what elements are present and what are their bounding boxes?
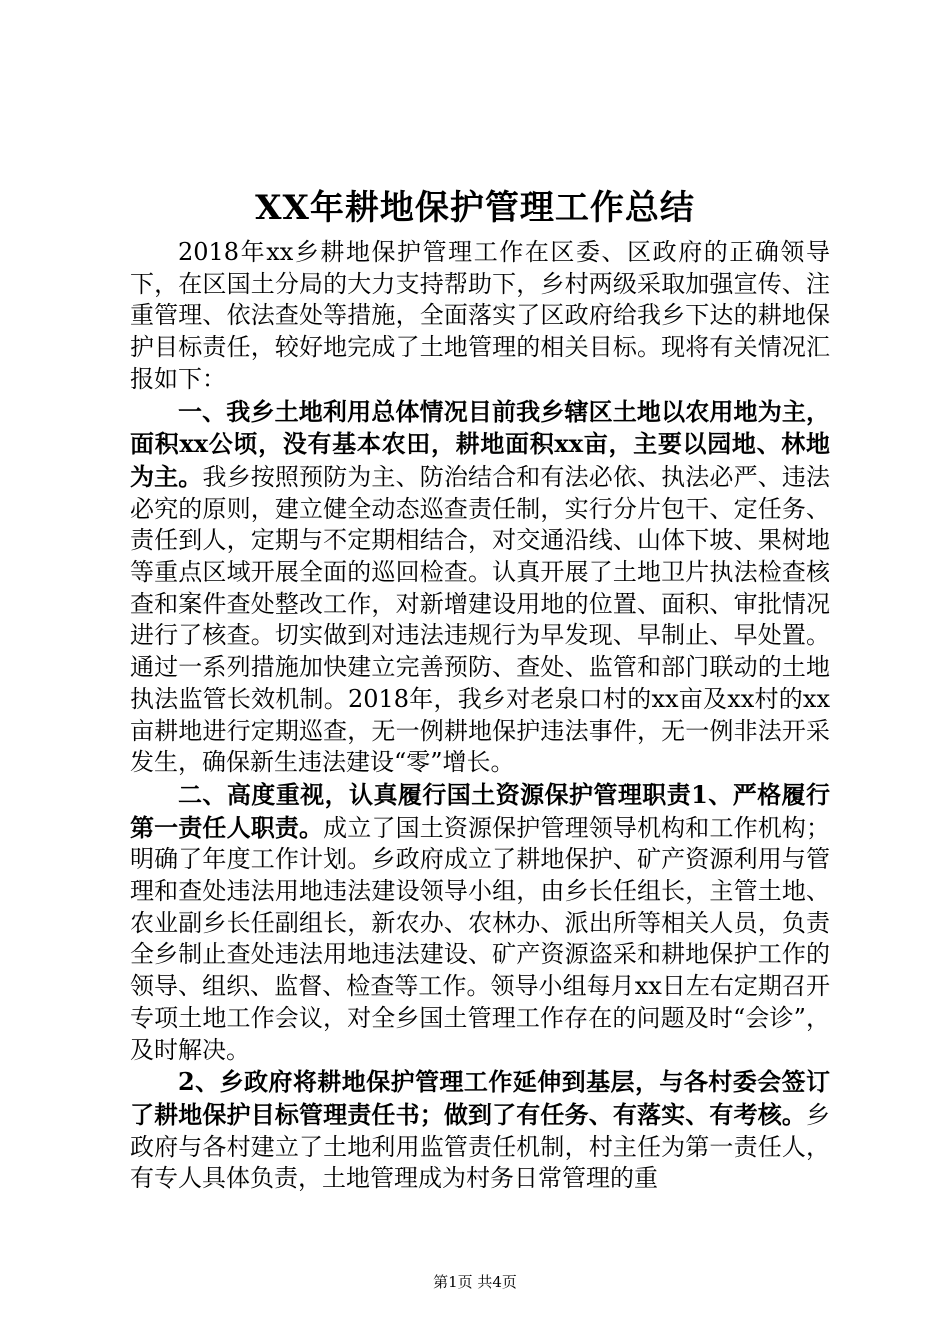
paragraph-section-2: [130, 779, 830, 1066]
paragraph-intro: [130, 236, 830, 396]
paragraph-heading: 一、我乡土地利用总体情况目前我乡辖区土地以农用地为主，面积xx公顷，没有基本农田，耕地面积xx亩，主要以园地、林地为主。: [130, 396, 830, 491]
document-body: [130, 236, 830, 1195]
paragraph-text: 2018年xx乡耕地保护管理工作在区委、区政府的正确领导下，在区国土分局的大力支持帮助下，乡村两级采取加强宣传、注重管理、依法查处等措施，全面落实了区政府给我乡下达的耕地保护目标责任，较好地完成了土地管理的相关目标。现将有关情况汇报如下：: [130, 238, 830, 393]
page-number-footer: 第1页 共4页: [433, 1273, 517, 1291]
paragraph-section-2-item-2: [130, 1066, 830, 1195]
paragraph-section-1: [130, 396, 830, 779]
paragraph-heading: 二、高度重视，认真履行国土资源保护管理职责1、严格履行第一责任人职责。: [130, 779, 830, 842]
document-title: XX年耕地保护管理工作总结: [255, 188, 695, 228]
paragraph-text: 乡政府与各村建立了土地利用监管责任机制，村主任为第一责任人，有专人具体负责，土地管理成为村务日常管理的重: [130, 1100, 830, 1193]
paragraph-text: 我乡按照预防为主、防治结合和有法必依、执法必严、违法必究的原则，建立健全动态巡查责任制，实行分片包干、定任务、责任到人，定期与不定期相结合，对交通沿线、山体下坡、果树地等重点区域开展全面的巡回检查。认真开展了土地卫片执法检查核查和案件查处整改工作，对新增建设用地的位置、面积、审批情况进行了核查。切实做到对违法违规行为早发现、早制止、早处置。通过一系列措施加快建立完善预防、查处、监管和部门联动的土地执法监管长效机制。2018年，我乡对老泉口村的xx亩及xx村的xx亩耕地进行定期巡查，无一例耕地保护违法事件，无一例非法开采发生，确保新生违法建设“零”增长。: [130, 462, 831, 777]
paragraph-text: 成立了国土资源保护管理领导机构和工作机构；明确了年度工作计划。乡政府成立了耕地保护、矿产资源利用与管理和查处违法用地违法建设领导小组，由乡长任组长，主管土地、农业副乡长任副组长，新农办、农林办、派出所等相关人员，负责全乡制止查处违法用地违法建设、矿产资源盗采和耕地保护工作的领导、组织、监督、检查等工作。领导小组每月xx日左右定期召开专项土地工作会议，对全乡国土管理工作存在的问题及时“会诊”，及时解决。: [130, 813, 831, 1064]
paragraph-heading: 2、乡政府将耕地保护管理工作延伸到基层，与各村委会签订了耕地保护目标管理责任书；做到了有任务、有落实、有考核。: [130, 1067, 830, 1129]
